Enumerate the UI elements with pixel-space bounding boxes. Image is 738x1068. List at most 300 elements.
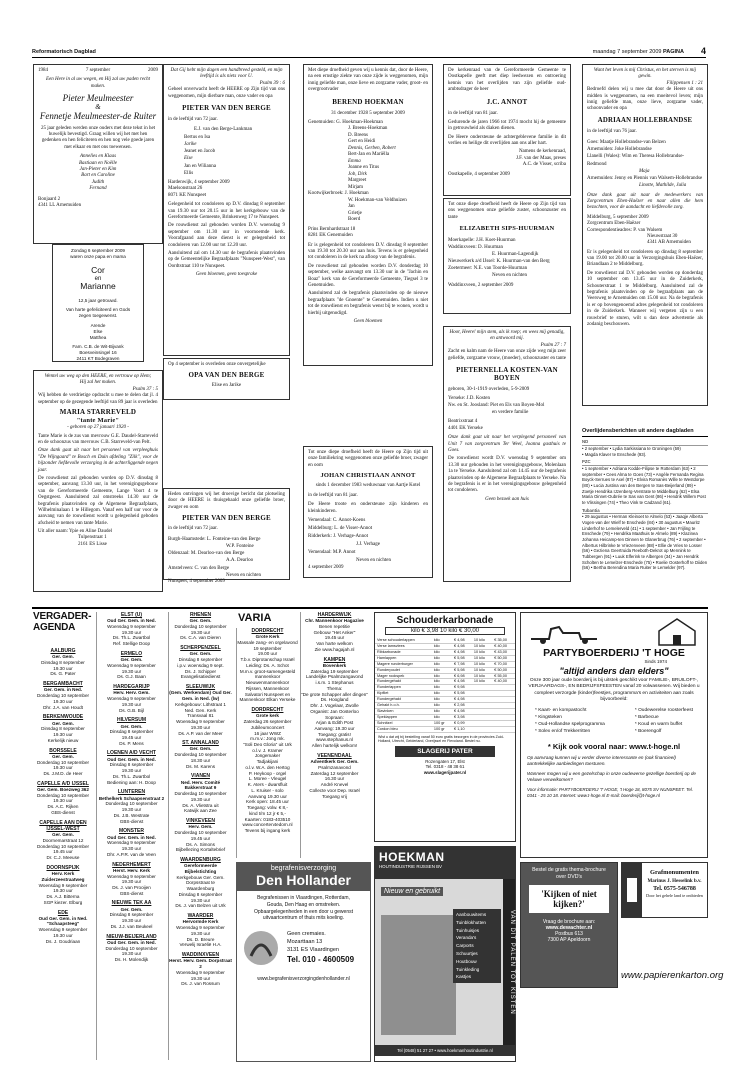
entry-organisation: Ger. Gem. [120, 906, 143, 912]
price-cell: Kipfilet [375, 691, 432, 697]
entry-line: Gebouw "Het Anker" [313, 629, 356, 635]
entry-line: Donderdag 10 september [105, 801, 158, 807]
price-cell: € 6,98 [452, 673, 472, 679]
entry-line: Allen hartelijk welkom! [311, 743, 358, 749]
price-cell: kilo [432, 691, 452, 697]
entry-line: GBS-dienst [119, 818, 144, 824]
slagerij-pater-ad: Schouderkarbonade kilo € 3,98 10 kilo € 30,00 Verse schouderlappen kilo € 4,98 10 kilo € 35,00 Verse lamsvlees kilo € 4,98 10 kilo € 40,00 Ribkarbonade kilo € 4,98 10 kilo € 43,00 Hamlappen kilo € 5,98 10 kilo € 50,00 Magere runderburger kilo € 7,98 10 kilo € 70,00 Runderpoulet kilo € 5,98 10 kilo € 50,00 Mager rookspek kilo € 6,98 10 kilo € 55,00 Rundergehakt kilo € 4,98 10 kilo € 40,00 Runderlappen kilo € 9,98 Kipfilet kilo € 5,98 Rundergehakt kilo € 4,98 Gehakt h.o.h. kilo € 2,98 Slavinken kilo € 4,98 Speklappen kilo € 3,98 Schnitzel 100 gr € 0,99 Cordon bleu 100 gr € 1,10 Wist u dat wij bij bestelling vanaf 50 euro gratis bezorgen in de provincies Zuid-Holland, Utrecht, Gelderland, Overijssel en Flevoland. Bestel nu. SLAGERIJ PATER Rozengaten 17, Elst Tel. 0318 - 48 38 61 www.slagerijpater.nl [374, 612, 516, 842]
entry-line: Ds. A.C. Rijken [47, 804, 79, 810]
obituary-maria-starreveld: Wentel uw weg op den HEERE, en vertrouw op Hem; Hij zal het maken. Psalm 37 : 5 Wij hebben de verdrietige opdracht u mee te delen dat jl. 4 september op de gezegende leeftijd van 89 jaar is overleden MARIA STARREVELD "tante Marie" - geboren op 27 januari 1920 - Tante Marie is de zus van mevrouw G.E. Daudel-Starreveld en de schoonzus van mevrouw C.B. Starreveld-van Pelt. Onze dank gaat uit naar het personeel van verpleeghuis "De Wijngaard" te Bosch en Duin afdeling "Zilk", voor de bijzonder liefdevolle verzorging in de achterliggende negen jaar. De rouwdienst zal gehouden worden op D.V. dinsdag 8 september, aanvang 13.30 uur, in het verenigingsgebouw van de Gereformeerde Gemeente, Lange Voort 4 te Oegstgeest. Aansluitend zal omstreeks 14.30 uur de begrafenis plaatsvinden op de Algemene Begraafplaats, Wilhelminalaan 1 te Hillegom. Vanaf een half uur voor de aanvang van de rouwdienst wordt u gelegenheid geboden afscheid te nemen van tante Marie. Uit aller naam: Ypie en Aline Daudel Tulpenstraat 1 2161 ES Lisse [33, 370, 163, 592]
price-cell: 10 kilo [472, 638, 492, 643]
product-item: Tuinkleding [456, 966, 480, 972]
entry-line: Van harte welkom [316, 641, 353, 647]
entry-line: 19.30 uur [190, 897, 211, 903]
price-cell: Gehakt h.o.h. [375, 703, 432, 709]
entry-line: Jongemaker [254, 753, 281, 759]
entry-organisation: Ger. Gem. [120, 657, 143, 663]
entry-line: Ned. Gen. Kerk [184, 707, 217, 713]
entry-organisation: Hervormde Kerk [182, 919, 219, 925]
entry-line: Sopraan: [325, 714, 344, 720]
agenda-title: VERGADER-AGENDA [33, 611, 92, 633]
shop-logo: SLAGERIJ PATER [395, 746, 495, 757]
entry-line: Kerk open: 18.45 uur [246, 799, 289, 805]
entry-line: 19.30 uur [53, 732, 73, 738]
deceased-name: J.C. ANNOT [486, 97, 528, 106]
price-cell: Runderlappen [375, 685, 432, 691]
price-cell: 10 kilo [472, 679, 492, 685]
price-cell: 10 kilo [472, 673, 492, 679]
entry-line: o.l.v. J. Kramer [252, 747, 283, 753]
agenda-entry [97, 612, 166, 647]
entry-organisation: Herv. Herv. Gem. [113, 690, 150, 696]
entry-line: Toegang vrij [322, 793, 347, 799]
entry-line: Evangelisatiedienst [180, 674, 221, 680]
entry-line: Ds. J.J. van Beukeel [110, 923, 153, 929]
entry-organisation: Herv. Gem. [188, 824, 213, 830]
section-title: Overlijdensberichten uit andere dagbladen [582, 428, 708, 437]
entry-organisation: Oud Ger. Gem. in Ned. [107, 756, 156, 762]
entry-line: Arjan & Edith Post [315, 720, 354, 726]
entry-line: "Soli Deo Gloria" uit Urk [243, 741, 292, 747]
price-cell: Runderpoulet [375, 667, 432, 673]
section-divider [32, 607, 708, 609]
entry-place: HARDERWIJK [317, 612, 352, 618]
entry-line: Woensdag 9 september [176, 719, 225, 725]
entry-line: Donderdag 10 september [36, 759, 90, 765]
agenda-entry [97, 684, 166, 713]
price-cell: € 55,00 [492, 673, 515, 679]
entry-line: 19.00 uur [257, 651, 278, 657]
price-cell: kilo [432, 638, 452, 643]
agenda-entry [33, 781, 93, 816]
entry-line: Verwelij Israëlië H.A. [179, 942, 222, 948]
price-cell: € 43,00 [492, 649, 515, 655]
price-cell: € 4,98 [452, 649, 472, 655]
product-item: Tuinhuisjes [456, 927, 480, 933]
entry-line: Woensdag 9 september [38, 927, 88, 933]
entry-place: SCHERPENZEEL [180, 645, 221, 652]
deceased-name: ELIZABETH SIPS-HUURMAN [459, 225, 555, 233]
entry-line: L. Kruiser - solo [251, 787, 284, 793]
partyboerderij-ad: PARTYBOERDERIJ 'T HOGE Sinds 1974 "altijd anders dan elders" Onze 300 jaar oude boerderij is bij uitstek geschikt voor FAMILIE-, BRUILOFT-, VERJAARDAGS-, EN BEDRIJFSFEESTEN vanaf 20 volwassenen. Wij bieden u compleet verzorgde (kinder)feestjes, programma's en activiteiten aan zoals bijvoorbeeld: * Kaart- en kompastocht * Kingsteken * Oud-Hollandse spelprogramma * Solex en/of Trekkerritten * Oudewerelse roosterfeest * Barbecue * Koud en warm buffet * Boerengolf * Kijk ook vooral naar: www.t-hoge.nl Op aanvraag kunnen wij u verder diverse interessante en (ook financieel) aantrekkelijke aanbiedingen toesturen. Wanneer mogen wij u een gezelschap in onze oudewerse gezellige boerderij op de Veluwe verwelkomen? Voor informatie: PARTYBOERDERIJ 'T HOGE, 't Hoge 18, 8075 SV NUNSPEET. Tel. 0341 - 25 10 18. Internet: www.t-hoge.nl E-mail: boerderij@t-hoge.nl [520, 612, 708, 858]
entry-line: Donderdag 10 september [174, 752, 227, 758]
entry-line: 16.30 uur [324, 776, 345, 782]
entry-line: Leiding: Ds. A. Schot [246, 662, 289, 668]
obituary-pieter-van-den-berge: Dat Gij hebt mijn dagen een handbreed gesteld, en mijn leeftijd is als niets voor U. Psalm 39 : 6 Geheel onverwacht heeft de HEERE op Zijn tijd van ons weggenomen, mijn dierbare man, onze vader en opa PIETER VAN DEN BERGE in de leeftijd van 72 jaar. E.J. van den Berge-Lankman Bertus en Isa Jarike Jeanet en Jacob Else Jan en Wilianna Ellis Hardenwijk, 4 september 2009 Maelsonstraat 26 8071 KE Nunspeet Gelegenheid tot condoleren op D.V. dinsdag 8 september van 19.30 uur tot 20.15 uur in het kerkgebouw van de Gereformeerde Gemeente, Brinkenweg 17 te Nunspeet. De rouwdienst zal gehouden worden D.V. woensdag 9 september om 11.30 uur in voornoemde kerk. Voorafgaand aan deze dienst is er gelegenheid tot condoleren van 12.00 uur tot 12.20 uur. Aansluitend zal om 14.30 uur de begrafenis plaatsvinden op de Gemeentelijke Begraafplaats "Nunspeet-West", van Oordtstraat 110 te Nunspeet. Geen bloemen, geen toesprake [163, 64, 290, 356]
entry-line: Ds. Th.L. Zwartbol [112, 635, 151, 641]
entry-place: VINKEVEEN [186, 818, 215, 825]
obituary-opa-van-den-berge: Op 4 september is overleden onze onvergetelijke OPA VAN DEN BERGE Elise en Jarike [163, 358, 290, 400]
price-cell: Schnitzel [375, 720, 432, 726]
entry-line: Ds. Th.L. Zwartbol [112, 773, 151, 779]
entry-line: 19.30 uur [53, 765, 73, 771]
entry-line: K. Aters - dwarsfluit [247, 782, 288, 788]
price-cell: Rundergehakt [375, 679, 432, 685]
agenda-entry [97, 651, 166, 680]
price-cell: € 40,00 [492, 643, 515, 649]
entry-line: 19.30 uur [53, 888, 73, 894]
entry-place: WAARDER [187, 913, 214, 920]
entry-line: Ds. J. van Belzen uit Urk [175, 903, 226, 909]
entry-line: Transvaal 81 [187, 713, 214, 719]
entry-place: AALBURG [50, 648, 76, 654]
entry-line: Organist: Jan Oosterloo [310, 708, 359, 714]
obituary-adriaan-hollebrandse: Want het leven is mij Christus, en het sterven is mij gewin. Filippensen 1 : 21 Bedroefd delen wij u mee dat door de Heere uit ons midden is weggenomen, na een moeitevol leven; mijn innig geliefde man, onze lieve, zorgzame vader, schoonvader en opa ADRIAAN HOLLEBRANDSE in de leeftijd van 76 jaar. Goes: Maatje Hollebrandse-van Belzen Arnemuiden: Joke Hollebrandse Llanelli (Wales): Wim en Theresa Hollebrandse-Redmond Maja Arnemuiden: Jenny en Plennis van Walsem-Hollebrandse Linotte, Mathilde, Julia Onze dank gaat uit naar de medewerkers van Zorgcentrum Ehen-Haëzer en naar allen die hem bezochten, voor de aandacht en liefdevolle zorg. Middelburg, 5 september 2009 Zorgcentrum Eben-Haëzer Correspondentieadres: P. van Walsem Nieuwstraat 30 4341 AB Arnemuiden Er is gelegenheid tot condoleren op dinsdag 8 september van 19.00 tot 20.00 uur in Verzorgingshuis Eben-Haëzer, Briandlaan 2 te Middelburg. De rouwdienst zal D.V. gehouden worden op donderdag 10 september om 13.45 uur in de Zuiderkerk, Schouterstraat 1 te Middelburg. Aansluitend zal de begrafenis plaatsvinden op de begraafplaats aan de Veersweg te Arnemuiden om 15.00 uur. Na de begrafenis is er op bovengenoemd adres gelegenheid tot condoleren in de Zuiderkerk. Wanneer wij vergeten zijn u een rouwbrief te sturen, wilt u dan deze advertentie als zodanig beschouwen. [582, 64, 708, 406]
entry-line: Psalmzanavond [318, 764, 351, 770]
product-item: Carports [456, 943, 474, 949]
entry-organisation: Ned. Herv. Comité Bakkerstraat 9 [180, 779, 221, 791]
entry-line: Ds. Hoogland [320, 697, 349, 703]
entry-line: Donderdag 10 september [36, 792, 90, 798]
entry-line: Ds. G. Pater [50, 671, 76, 677]
price-cell: 10 kilo [472, 661, 492, 667]
entry-place: CAPELLE AAN DEN IJSSEL-WEST [39, 819, 87, 832]
entry-line: 19.30 uur [121, 807, 142, 813]
entry-place: BORSSELE [49, 747, 77, 754]
agenda-entry [169, 612, 232, 641]
page-header [32, 48, 706, 58]
price-cell: kilo [432, 649, 452, 655]
price-cell: 100 gr [432, 720, 452, 726]
entry-line: Donderdag 10 september [36, 693, 90, 699]
entry-place: ELST (U) [120, 612, 143, 618]
phone-number: Tel. 0575-546788 [653, 885, 696, 892]
deceased-name: PIETERNELLA KOSTEN-VAN BOYEN [456, 365, 558, 383]
entry-line: i.p.v. woensdag 9 sept. [177, 662, 224, 668]
entry-line: Donderdag 10 september [36, 843, 90, 849]
entry-line: Ds. A. Simons [186, 841, 215, 847]
entry-place: WAARDENBURG [180, 857, 221, 863]
company-logo [622, 863, 642, 917]
entry-place: EDE [57, 909, 69, 916]
entry-line: Kaarten: 0183-403510 [244, 816, 291, 822]
entry-line: Dinsdag 8 september [109, 762, 154, 768]
price-cell: kilo [432, 709, 452, 715]
entry-line: SGP kiezer. Elburg [43, 899, 83, 905]
entry-line: Zie www.hagajah.nl [314, 646, 355, 652]
entry-line: 19.30 uur [190, 930, 211, 936]
deceased-name: JOHAN CHRISTIAAN ANNOT [320, 472, 416, 480]
price-cell: € 4,98 [452, 679, 472, 685]
entry-line: Ds. G.B. Bijl [119, 707, 144, 713]
entry-line: Woensdag 9 september [107, 662, 156, 668]
entry-line: 19.30 uur [53, 665, 73, 671]
price-cell: € 4,98 [452, 638, 472, 643]
entry-line: Tadjakijani [256, 759, 279, 765]
entry-organisation: Bovenkerk [322, 662, 347, 668]
entry-line: Bediening aan: H. Doop [107, 779, 156, 785]
entry-line: L. Moree - Vleugel [248, 776, 287, 782]
entry-line: Ref. Stellige Doop [112, 641, 151, 647]
entry-line: Ds. A. Vlietstra uit [182, 802, 219, 808]
entry-line: Dhr. A.P.R. van de Veen [107, 851, 156, 857]
entry-line: Tevens bij ingang kerk [244, 828, 291, 833]
entry-line: Woensdag 9 september [38, 882, 88, 888]
agenda-entry [97, 828, 166, 857]
entry-place: BERKENWOUDE [42, 714, 84, 721]
agenda-entry [33, 748, 93, 777]
entry-organisation: Adventkerk Ger. Gem. [310, 759, 359, 765]
entry-line: 19.30 uur [121, 918, 142, 924]
entry-line: 19.45 uur [324, 635, 345, 641]
entry-line: Waardenburg [186, 886, 215, 892]
entry-line: 19.30 uur [53, 932, 73, 938]
entry-line: 19.30 uur [190, 975, 211, 981]
agenda-entry [169, 857, 232, 909]
price-cell: Ribkarbonade [375, 649, 432, 655]
agenda-entry [33, 714, 93, 743]
deceased-name: BEREND HOEKMAN [332, 97, 404, 106]
entry-line: www.concerten4edom.nl [242, 822, 293, 828]
agenda-column-1 [33, 648, 93, 1060]
company-name: Den Hollander [237, 872, 370, 891]
entry-line: Toegang: volw. € 8,- [247, 805, 288, 811]
price-cell: € 50,00 [492, 655, 515, 661]
product-item: Kastjes [456, 974, 472, 980]
entry-line: 16 jaar WWZ [254, 730, 281, 736]
entry-place: VEENENDAAL [317, 752, 352, 759]
papier-en-karton-ad[interactable]: www.papierenkarton.org [621, 970, 724, 981]
farmhouse-icon [657, 617, 697, 647]
entry-organisation: Ger. Gem. [52, 832, 74, 838]
ribbon-logo-icon [241, 928, 281, 968]
header-date: maandag 7 september 2009 PAGINA [592, 49, 684, 55]
agenda-entry [301, 612, 368, 653]
price-cell: € 40,00 [492, 679, 515, 685]
entry-line: 19.45 uur [53, 849, 73, 855]
obituary-elizabeth-sips-huurman: Tot onze diepe droefheid heeft de Heere op Zijn tijd van ons weggenomen onze geliefde zuster, schoonzuster en tante ELIZABETH SIPS-HUURMAN Moerkapelle: J.H. Koet-Huurman Waddinxveen: D. Huurman E. Huurman-Lagendijk Nieuwerkerk a/d IJssel: K. Huurman-van den Berg Zoetermeer: N.E. van Toorde-Huurman Neven en nichten Waddinxveen, 2 september 2009 [443, 198, 571, 314]
price-cell: Hamlappen [375, 655, 432, 661]
entry-line: Dinsdag 8 september [109, 729, 154, 735]
entry-line: 19.30 uur [121, 668, 142, 674]
entry-place: KAMPEN [323, 656, 346, 663]
entry-line: Ds. M. Karens [185, 763, 216, 769]
entry-line: Ds. A.J. Bitterna [46, 894, 80, 900]
agenda-entry [33, 865, 93, 906]
entry-organisation: Herv. Kerk Zuiderzeestraatweg [41, 871, 85, 882]
agenda-entry [33, 820, 93, 861]
price-cell: kilo [432, 655, 452, 661]
price-cell: € 5,98 [452, 655, 472, 661]
entry-line: Kerkelijk nieuw [47, 737, 79, 743]
price-cell: 100 gr [432, 726, 452, 732]
website-link[interactable]: www.dewachter.nl [545, 925, 593, 932]
entry-line: Ds. H. Molendijk [114, 957, 149, 963]
entry-line: Woensdag 9 september [107, 696, 156, 702]
price-table [375, 638, 515, 733]
entry-line: 19.30 uur [190, 629, 211, 635]
anniversary-ad-cor-marianne: Zondag 6 september 2009 waren onze papa en mama Cor en Marianne 12,5 jaar getrouwd. Van harte gefeliciteerd en Gods zegen toegewenst. Arende Else Matthea Fam. C.B. de Wit-Bijvank Boesveinsingel 16 2411 KT Bodegraven [52, 244, 144, 362]
entry-line: GBS-dienst [51, 809, 75, 815]
agenda-entry [169, 913, 232, 948]
entry-line: Dhr. J. Vogelaar, Zwolle [310, 703, 359, 709]
entry-line: Ds. J.B. Westrate [113, 812, 150, 818]
agenda-entry [97, 789, 166, 824]
entry-place: WADDINXVEEN [181, 952, 220, 959]
entry-line: Woensdag 9 september [176, 969, 225, 975]
company-name: HOEKMAN [379, 850, 445, 864]
entry-line: 19 september [253, 645, 282, 651]
entry-place: RHENEN [189, 612, 212, 618]
entry-organisation: Oud Ger. Gem. in Ned. "Schaapsteeg" [38, 915, 88, 927]
entry-place: HILVERSUM [116, 717, 147, 724]
entry-organisation: Herst. Herv. Kerk [113, 867, 150, 873]
entry-line: Ds. J. Goudriaan [45, 938, 81, 944]
ad-title: Schouderkarbonade [396, 615, 494, 626]
entry-organisation: Grote kerk [256, 713, 279, 719]
entry-line: kind t/m 12 jr € 5,- [249, 810, 286, 816]
entry-line: Toegang: gratis! [318, 731, 351, 737]
price-cell: € 7,98 [452, 661, 472, 667]
entry-line: Massale zang- en orgelavond [237, 639, 298, 645]
entry-place: VIANEN [191, 773, 210, 780]
agenda-entry [33, 681, 93, 710]
varia-column-left [236, 628, 298, 858]
price-cell: € 3,98 [452, 714, 472, 720]
agenda-entry [169, 773, 232, 814]
price-cell: kilo [432, 643, 452, 649]
entry-line: Thema: [326, 685, 343, 691]
entry-line: Woensdag 9 september [176, 925, 225, 931]
entry-line: Collecte voor Dep. Israël [309, 787, 360, 793]
price-cell: 10 kilo [472, 655, 492, 661]
deceased-name: PIETER VAN DEN BERGE [182, 103, 271, 112]
newspaper-name: Reformatorisch Dagblad [32, 49, 96, 55]
entry-organisation: Oud Ger. Gem. in Ned. [107, 834, 156, 840]
entry-line: 19.30 uur [190, 796, 211, 802]
agenda-entry [33, 648, 93, 677]
entry-line: www.stephanus.nl [315, 737, 354, 743]
agenda-entry [97, 934, 166, 963]
entry-line: Zaterdag 19 september [310, 668, 359, 674]
entry-place: NEDERHEMERT [112, 861, 151, 868]
entry-line: o.l.v. W.A. den Hertog [245, 764, 290, 770]
price-cell: kilo [432, 697, 452, 703]
entry-organisation: Ger. Gem. [189, 651, 212, 657]
product-item: Houtbouw [456, 958, 477, 964]
agenda-entry [97, 717, 166, 746]
price-cell [472, 726, 492, 732]
entry-place: ERMELO [120, 650, 143, 657]
entry-organisation: Gereformeerde Bijbelstichting [184, 863, 217, 874]
entry-line: Zaterdag 26 september [243, 719, 292, 725]
website-link[interactable]: * Kijk ook vooral naar: www.t-hoge.nl [547, 741, 681, 751]
price-cell: € 50,00 [492, 667, 515, 673]
agenda-entry [301, 753, 368, 799]
entry-organisation: Ger. Gem. Boezweg 362 [37, 787, 89, 792]
entry-line: "De grote Schapper aller dingen" [301, 691, 368, 697]
page-number: 4 [700, 46, 706, 56]
entry-line: Donderdag 10 september [174, 623, 227, 629]
price-cell: € 35,00 [492, 638, 515, 643]
brochure-title: 'Kijken of niet kijken?' [529, 885, 609, 914]
product-photo [381, 915, 456, 1035]
price-cell: € 9,98 [452, 685, 472, 691]
entry-organisation: Ger. Gem. [52, 753, 74, 759]
entry-line: Landelijke Psalmzangavond i.s.m. 1 Stephanus [305, 674, 364, 686]
company-name: PARTYBOERDERIJ 'T HOGE [543, 647, 685, 659]
agenda-entry [97, 900, 166, 929]
entry-place: BERGAMBACHT [43, 681, 83, 688]
varia-title: VARIA [238, 612, 272, 624]
entry-line: T.b.v. Diprotanschap Israël [240, 657, 295, 663]
entry-line: Dr. C.J. Meeuse [46, 855, 80, 861]
price-cell: kilo [432, 673, 452, 679]
price-cell: 10 kilo [472, 667, 492, 673]
price-cell: kilo [432, 685, 452, 691]
entry-organisation: Grote Kerk [255, 634, 280, 640]
entry-line: 19.30 uur [53, 798, 73, 804]
entry-line: Bijbellezing Kortaltebrief [175, 847, 226, 853]
entry-line: Doornemarstraat 12 [42, 837, 84, 843]
entry-organisation: Ger. Gem. [189, 618, 212, 624]
entry-place: ST. ANNALAND [182, 740, 219, 747]
obituary-pieternella-kosten: Hoor, Heere! mijn stem, als ik roep; en wees mij genadig, en antwoord mij. Psalm 27 : 7 Zacht en kalm nam de Heere van onze zijde weg mijn zeer geliefde, zorgzame vrouw, (moeder), schoonzuster en tante PIETERNELLA KOSTEN-VAN BOYEN geboren, 30-1-1919 overleden, 5-9-2009 Yerseke: J.D. Kosten Nw. en St. Joosland: Piet en Els van Boyen-Mol en verdere familie Beatrixstraat 4 4401 EK Yerseke Onze dank gaat uit naar het verplegend personeel van Unit 7 van zorgcentrum Ter Weel, Joanna gasthuis te Goes. De rouwdienst wordt D.V. woensdag 9 september om 13.30 uur gehouden in het verenigingsgebouw, Molenlaan 1a te Yerseke. Aansluitend zal om 14.45 uur de begrafenis plaatsvinden op de Algemene Begraafplaats te Yerseke. Na de begrafenis is er in het verenigingsgebouw gelegenheid tot condoleren. Geen bezoek aan huis [443, 326, 571, 582]
obituary-pieter-family: Heden ontvingen wij het droevige bericht dat plotseling door de HEERE is thuisgehaald onze geliefde broer, zwager en oom PIETER VAN DEN BERGE in de leeftijd van 72 jaar. Burgh-Haamstede: L. Fonteine-van den Berge W.P. Fonteine Oldenzaal: M. Dearloo-van den Berge A.A. Dearloo Amstelveen: C. van den Berge Neven en nichten Nunspeet, 4 september 2009 [163, 488, 290, 580]
entry-line: Woensdag 9 september [107, 840, 156, 846]
agenda-column-3 [168, 612, 232, 1060]
entry-line: 19.45 uur [121, 735, 142, 741]
agenda-entry [169, 818, 232, 853]
entry-line: Dinsdag 8 september [41, 659, 85, 665]
entry-line: 18.30 uur [190, 757, 211, 763]
hoekman-ad: HOEKMAN HOUTINDUSTRIE RIJSSEN BV Nieuw en gebruikt Aanbouwitems Tuinblokhutten Tuinhuisjes Veranda's Carports Schuurtjes Houtbouw Tuinkleding Kastjes VAN DIT PALEN TOT KISTEN Tel (0548) 51 27 27 • www.hoekmanhoutindustrie.nl [374, 846, 516, 1062]
agenda-entry [301, 657, 368, 749]
entry-organisation: (Gem. Werkendam) Oud Ger. Gem. in Ned. (lw) [169, 690, 232, 702]
price-cell: 10 kilo [472, 649, 492, 655]
entry-line: Ds. D. Breure [186, 936, 215, 942]
price-cell: € 0,99 [452, 720, 472, 726]
entry-line: Katwijk aan Zee [184, 808, 217, 814]
entry-line: 19.45 uur [190, 835, 211, 841]
price-cell: kilo [432, 661, 452, 667]
entry-line: 19.30 uur [190, 724, 211, 730]
entry-line: Benen repetitie [319, 623, 350, 629]
agenda-entry [169, 684, 232, 736]
entry-line: Kerkgebouw Ger. Gem. [176, 874, 225, 880]
entry-organisation: Ger. Gem. [52, 654, 74, 660]
entry-line: Kerkgebouw: Lithstraat 1 [175, 701, 226, 707]
entry-line: 19.30 uur [121, 846, 142, 852]
entry-line: 19.30 uur [121, 701, 142, 707]
entry-line: Ds. P. Mens [119, 740, 144, 746]
entry-line: Ds. C.A. van Dieren [180, 635, 221, 641]
entry-line: Dhr. J.A. van Houdt [43, 704, 83, 710]
obituary-jc-annot-kerkenraad: De kerkenraad van de Gereformeerde Gemeente te Oostkapelle geeft met diep leedwezen en ontroering kennis van het overlijden van zijn geliefde oud-ambtsdrager de heer J.C. ANNOT in de leeftijd van 81 jaar. Gedurende de jaren 1966 tot 1974 mocht hij de gemeente in getrouwheid als diaken dienen. De Heere ondersteune de achtergeblevene familie in dit verlies en heilige dit overlijden aan ons aller hart. Namens de kerkenraad, J.F. van der Maas, preses A.C. de Visser, scriba Oostkapelle, 4 september 2009 [443, 64, 571, 196]
entry-line: Dinsdag 8 september [178, 657, 223, 663]
agenda-entry [169, 645, 232, 680]
verse: Een Here in al uw wegen, en Hij zal uw paden recht maken. [45, 77, 151, 89]
entry-place: NIEUW-BEIJERLAND [106, 933, 157, 940]
product-item: Aanbouwitems [456, 912, 487, 917]
price-cell: kilo [432, 667, 452, 673]
entry-line: Ds. J. van Prooijen [112, 884, 151, 890]
website-link[interactable]: www.slagerijpater.nl [423, 770, 467, 776]
price-cell: Slavinken [375, 709, 432, 715]
product-item: Veranda's [456, 935, 477, 941]
entry-line: Ds. A.P. van der Meer [178, 730, 223, 736]
entry-place: MONSTER [119, 828, 144, 835]
entry-line: 19.30 uur [53, 698, 73, 704]
website-link[interactable]: www.begrafenisverzorgingdenhollander.nl [257, 976, 350, 982]
entry-line: Ds. J.M.D. de Heer [43, 771, 83, 777]
entry-line: Aanvang: 19.30 uur [314, 725, 355, 731]
entry-line: P. Heykoop - orgel [248, 770, 287, 776]
entry-organisation: Ger. Gem. [189, 746, 212, 752]
entry-line: Dinsdag 8 september [178, 891, 223, 897]
entry-line: Donderdag 10 september [105, 945, 158, 951]
entry-line: 19.30 uur [121, 629, 142, 635]
